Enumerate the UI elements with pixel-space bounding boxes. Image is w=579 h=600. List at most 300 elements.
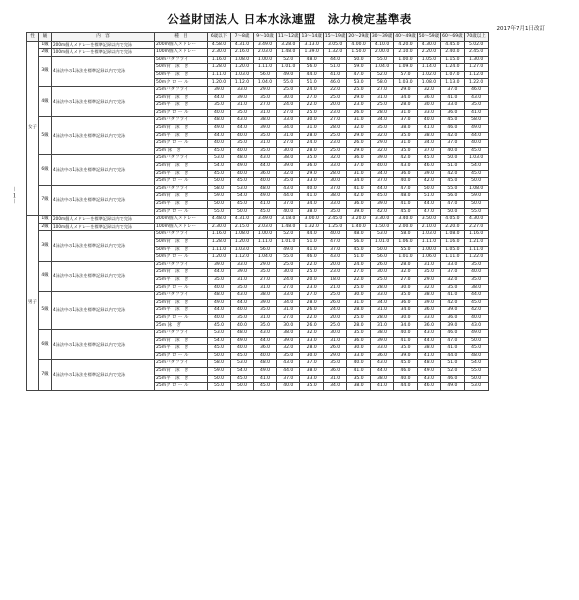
time-cell: 55.0 <box>464 208 488 216</box>
time-cell: 25.0 <box>300 269 323 277</box>
time-cell: 30.0 <box>394 314 417 322</box>
time-cell: 43.0 <box>231 292 254 300</box>
time-cell: 25.0 <box>370 276 393 284</box>
time-cell: 49.0 <box>231 163 254 171</box>
time-cell: 1.32.0 <box>323 49 346 57</box>
time-cell: 1.08.0 <box>231 56 254 64</box>
time-cell: 1.04.0 <box>254 254 277 262</box>
content-cell: 4泳法中の1泳法を標準記録以内で完泳 <box>52 185 155 215</box>
sex-cell: 女子 <box>27 41 39 216</box>
time-cell: 28.0 <box>347 307 370 315</box>
time-cell: 49.0 <box>208 125 231 133</box>
time-cell: 27.0 <box>254 102 277 110</box>
time-cell: 40.0 <box>277 208 300 216</box>
time-cell: 49.0 <box>208 299 231 307</box>
time-cell: 48.0 <box>394 193 417 201</box>
time-cell: 1.50.0 <box>370 223 393 231</box>
time-cell: 53.0 <box>370 231 393 239</box>
time-cell: 45.0 <box>208 345 231 353</box>
time-cell: 1.11.0 <box>254 238 277 246</box>
time-cell: 1.05.0 <box>441 246 464 254</box>
time-cell: 38.0 <box>254 292 277 300</box>
time-cell: 28.0 <box>323 170 346 178</box>
grade-cell: 2級 <box>39 49 52 57</box>
time-cell: 58.0 <box>370 79 393 87</box>
time-cell: 38.0 <box>394 125 417 133</box>
time-cell: 35.0 <box>300 155 323 163</box>
time-cell: 4.58.0 <box>208 41 231 49</box>
time-cell: 45.0 <box>254 208 277 216</box>
time-cell: 35.0 <box>277 352 300 360</box>
time-cell: 48.0 <box>417 360 440 368</box>
time-cell: 35.0 <box>254 132 277 140</box>
time-cell: 48.0 <box>254 360 277 368</box>
time-cell: 38.0 <box>323 193 346 201</box>
event-cell: 25mク ロ ー ル <box>155 284 208 292</box>
time-cell: 22.0 <box>347 276 370 284</box>
time-cell: 1.00.0 <box>394 56 417 64</box>
time-cell: 38.0 <box>417 132 440 140</box>
time-cell: 43.0 <box>254 155 277 163</box>
time-cell: 28.0 <box>394 261 417 269</box>
time-cell: 32.0 <box>347 125 370 133</box>
time-cell: 36.0 <box>323 368 346 376</box>
time-cell: 32.0 <box>323 155 346 163</box>
time-cell: 45.0 <box>394 208 417 216</box>
time-cell: 40.0 <box>347 360 370 368</box>
time-cell: 48.0 <box>254 185 277 193</box>
time-cell: 32.0 <box>370 132 393 140</box>
time-cell: 2.03.0 <box>254 49 277 57</box>
time-cell: 1.03.0 <box>464 155 488 163</box>
time-cell: 40.0 <box>208 314 231 322</box>
grade-cell: 1級 <box>39 216 52 224</box>
time-cell: 44.0 <box>300 231 323 239</box>
time-cell: 36.0 <box>417 94 440 102</box>
content-cell: 4泳法中の1泳法を標準記録以内で完泳 <box>52 261 155 291</box>
event-cell: 50mク ロ ー ル <box>155 79 208 87</box>
time-cell: 43.0 <box>277 360 300 368</box>
time-cell: 1.11.0 <box>254 64 277 72</box>
time-cell: 2.30.0 <box>208 223 231 231</box>
time-cell: 43.0 <box>277 185 300 193</box>
time-cell: 31.0 <box>370 322 393 330</box>
time-cell: 31.0 <box>347 117 370 125</box>
event-cell: 25m平 泳 ぎ <box>155 276 208 284</box>
time-cell: 1.24.0 <box>441 64 464 72</box>
grade-cell: 5級 <box>39 117 52 155</box>
time-cell: 28.0 <box>300 345 323 353</box>
time-cell: 32.0 <box>277 345 300 353</box>
event-cell: 50m背 泳 ぎ <box>155 64 208 72</box>
time-cell: 3.18.0 <box>277 216 300 224</box>
time-cell: 35.0 <box>208 102 231 110</box>
time-cell: 35.0 <box>394 345 417 353</box>
time-cell: 30.0 <box>300 352 323 360</box>
event-cell: 25mク ロ ー ル <box>155 178 208 186</box>
time-cell: 45.0 <box>441 178 464 186</box>
header-age: 11～12歳 <box>277 33 300 42</box>
time-cell: 33.0 <box>323 163 346 171</box>
time-cell: 33.0 <box>370 292 393 300</box>
time-cell: 30.0 <box>323 178 346 186</box>
time-cell: 36.0 <box>441 314 464 322</box>
time-cell: 55.0 <box>208 383 231 391</box>
time-cell: 41.0 <box>347 368 370 376</box>
header-sex: 性 <box>27 33 39 42</box>
time-cell: 35.0 <box>347 330 370 338</box>
header-age: 15～19歳 <box>323 33 346 42</box>
event-cell: 25m 泳 ぎ <box>155 147 208 155</box>
time-cell: 1.04.0 <box>254 79 277 87</box>
time-cell: 49.0 <box>277 246 300 254</box>
time-cell: 1.28.0 <box>208 64 231 72</box>
time-cell: 44.0 <box>394 383 417 391</box>
time-cell: 39.0 <box>441 322 464 330</box>
time-cell: 33.0 <box>300 337 323 345</box>
time-cell: 3.49.0 <box>254 41 277 49</box>
time-cell: 41.0 <box>441 292 464 300</box>
time-cell: 35.0 <box>231 314 254 322</box>
time-cell: 30.0 <box>277 269 300 277</box>
time-cell: 39.0 <box>254 299 277 307</box>
time-cell: 1.09.0 <box>394 64 417 72</box>
time-cell: 4.10.0 <box>370 41 393 49</box>
time-cell: 1.20.0 <box>208 79 231 87</box>
content-cell: 4泳法中の1泳法を標準記録以内で完泳 <box>52 155 155 185</box>
time-cell: 31.0 <box>254 140 277 148</box>
time-cell: 48.0 <box>300 56 323 64</box>
time-cell: 35.0 <box>254 94 277 102</box>
time-cell: 56.0 <box>370 254 393 262</box>
event-cell: 200m個人メドレー <box>155 41 208 49</box>
time-cell: 36.0 <box>370 352 393 360</box>
time-cell: 40.0 <box>464 314 488 322</box>
time-cell: 1.20.0 <box>208 254 231 262</box>
time-cell: 26.0 <box>300 322 323 330</box>
time-cell: 25.0 <box>277 87 300 95</box>
time-cell: 45.0 <box>464 170 488 178</box>
time-cell: 24.0 <box>300 140 323 148</box>
time-cell: 35.0 <box>464 102 488 110</box>
time-cell: 54.0 <box>208 163 231 171</box>
header-age: 7～8歳 <box>231 33 254 42</box>
time-cell: 44.0 <box>254 337 277 345</box>
time-cell: 44.0 <box>231 125 254 133</box>
time-cell: 1.20.0 <box>231 238 254 246</box>
time-cell: 59.0 <box>347 64 370 72</box>
time-cell: 45.0 <box>231 200 254 208</box>
time-cell: 58.0 <box>464 117 488 125</box>
time-cell: 39.0 <box>394 352 417 360</box>
event-cell: 50m平 泳 ぎ <box>155 246 208 254</box>
time-cell: 25.0 <box>323 147 346 155</box>
time-cell: 41.0 <box>441 345 464 353</box>
time-cell: 27.0 <box>300 292 323 300</box>
time-cell: 20.0 <box>323 314 346 322</box>
time-cell: 2.10.0 <box>417 223 440 231</box>
time-cell: 55.0 <box>394 246 417 254</box>
time-cell: 49.0 <box>254 193 277 201</box>
time-cell: 44.0 <box>370 185 393 193</box>
time-cell: 1.48.0 <box>277 49 300 57</box>
standards-table <box>26 32 489 391</box>
time-cell: 37.0 <box>417 147 440 155</box>
time-cell: 4.31.0 <box>231 216 254 224</box>
time-cell: 30.0 <box>394 284 417 292</box>
time-cell: 34.0 <box>277 125 300 133</box>
time-cell: 38.0 <box>254 117 277 125</box>
time-cell: 38.0 <box>417 345 440 353</box>
time-cell: 43.0 <box>370 360 393 368</box>
content-cell: 4泳法中の1泳法を標準記録以内で完泳 <box>52 117 155 155</box>
time-cell: 45.0 <box>208 170 231 178</box>
time-cell: 1.03.0 <box>417 231 440 239</box>
time-cell: 50.0 <box>464 178 488 186</box>
time-cell: 55.0 <box>370 56 393 64</box>
time-cell: 55.0 <box>277 79 300 87</box>
time-cell: 39.0 <box>370 200 393 208</box>
time-cell: 38.0 <box>300 208 323 216</box>
content-cell: 4泳法中の1泳法を標準記録以内で完泳 <box>52 87 155 117</box>
time-cell: 33.0 <box>417 109 440 117</box>
time-cell: 51.0 <box>417 193 440 201</box>
time-cell: 39.0 <box>231 269 254 277</box>
time-cell: 44.0 <box>277 368 300 376</box>
table-row <box>27 87 489 95</box>
time-cell: 21.0 <box>323 284 346 292</box>
time-cell: 5.02.0 <box>464 41 488 49</box>
header-age: 60～69歳 <box>441 33 464 42</box>
time-cell: 30.0 <box>277 147 300 155</box>
time-cell: 39.0 <box>370 337 393 345</box>
time-cell: 1.08.0 <box>417 79 440 87</box>
table-row <box>27 216 489 224</box>
event-cell: 25m平 泳 ぎ <box>155 200 208 208</box>
header-row <box>27 33 489 42</box>
time-cell: 4.48.0 <box>208 216 231 224</box>
time-cell: 2.03.0 <box>254 223 277 231</box>
time-cell: 32.0 <box>300 330 323 338</box>
time-cell: 30.0 <box>300 117 323 125</box>
time-cell: 39.0 <box>347 208 370 216</box>
time-cell: 42.0 <box>370 208 393 216</box>
time-cell: 2.20.0 <box>417 49 440 57</box>
header-grade: 級 <box>39 33 52 42</box>
time-cell: 4.30.0 <box>464 216 488 224</box>
time-cell: 54.0 <box>231 193 254 201</box>
time-cell: 1.02.0 <box>417 71 440 79</box>
time-cell: 40.0 <box>394 375 417 383</box>
time-cell: 31.0 <box>254 284 277 292</box>
time-cell: 28.0 <box>370 314 393 322</box>
time-cell: 40.0 <box>370 163 393 171</box>
time-cell: 25.0 <box>347 284 370 292</box>
table-row <box>27 360 489 368</box>
time-cell: 42.0 <box>441 170 464 178</box>
event-cell: 25m平 泳 ぎ <box>155 307 208 315</box>
grade-cell: 7級 <box>39 185 52 215</box>
time-cell: 1.07.0 <box>441 71 464 79</box>
time-cell: 56.0 <box>254 246 277 254</box>
time-cell: 34.0 <box>323 383 346 391</box>
time-cell: 31.0 <box>394 140 417 148</box>
time-cell: 27.0 <box>277 140 300 148</box>
time-cell: 25.0 <box>323 292 346 300</box>
time-cell: 1.08.0 <box>464 185 488 193</box>
table-row <box>27 41 489 49</box>
time-cell: 30.0 <box>370 269 393 277</box>
time-cell: 40.0 <box>231 170 254 178</box>
header-age: 13～14歳 <box>300 33 323 42</box>
time-cell: 51.0 <box>441 360 464 368</box>
time-cell: 48.0 <box>208 117 231 125</box>
time-cell: 39.0 <box>441 307 464 315</box>
time-cell: 37.0 <box>323 185 346 193</box>
header-age: 70歳以上 <box>464 33 488 42</box>
time-cell: 3.49.0 <box>254 216 277 224</box>
sex-cell: 男子 <box>27 216 39 391</box>
time-cell: 28.0 <box>300 132 323 140</box>
time-cell: 28.0 <box>370 284 393 292</box>
time-cell: 35.0 <box>417 269 440 277</box>
time-cell: 40.0 <box>231 322 254 330</box>
time-cell: 27.0 <box>300 94 323 102</box>
time-cell: 46.0 <box>323 79 346 87</box>
event-cell: 25mク ロ ー ル <box>155 109 208 117</box>
header-age: 9～10歳 <box>254 33 277 42</box>
time-cell: 3.50.0 <box>417 216 440 224</box>
time-cell: 51.0 <box>300 79 323 87</box>
time-cell: 28.0 <box>300 299 323 307</box>
grade-cell: 5級 <box>39 292 52 330</box>
time-cell: 4.20.0 <box>394 41 417 49</box>
time-cell: 45.0 <box>231 178 254 186</box>
time-cell: 50.0 <box>208 178 231 186</box>
event-cell: 100m個人メドレー <box>155 223 208 231</box>
time-cell: 33.0 <box>231 261 254 269</box>
time-cell: 24.0 <box>347 261 370 269</box>
time-cell: 36.0 <box>300 163 323 171</box>
time-cell: 53.0 <box>208 330 231 338</box>
time-cell: 25.0 <box>277 261 300 269</box>
time-cell: 52.0 <box>277 56 300 64</box>
time-cell: 27.0 <box>277 109 300 117</box>
time-cell: 45.0 <box>464 345 488 353</box>
time-cell: 40.0 <box>231 307 254 315</box>
time-cell: 1.13.0 <box>441 79 464 87</box>
time-cell: 1.00.0 <box>254 231 277 239</box>
time-cell: 50.0 <box>464 200 488 208</box>
time-cell: 47.0 <box>441 337 464 345</box>
time-cell: 59.0 <box>464 193 488 201</box>
time-cell: 48.0 <box>231 330 254 338</box>
time-cell: 51.0 <box>300 238 323 246</box>
time-cell: 25.0 <box>347 314 370 322</box>
time-cell: 40.0 <box>254 352 277 360</box>
time-cell: 44.0 <box>417 200 440 208</box>
time-cell: 24.0 <box>277 102 300 110</box>
time-cell: 44.0 <box>208 94 231 102</box>
time-cell: 27.0 <box>347 269 370 277</box>
time-cell: 34.0 <box>394 322 417 330</box>
time-cell: 55.0 <box>441 185 464 193</box>
time-cell: 35.0 <box>300 383 323 391</box>
time-cell: 46.0 <box>441 330 464 338</box>
time-cell: 40.0 <box>231 132 254 140</box>
time-cell: 49.0 <box>231 337 254 345</box>
event-cell: 25mク ロ ー ル <box>155 314 208 322</box>
header-event: 種 目 <box>155 33 208 42</box>
time-cell: 1.01.0 <box>394 254 417 262</box>
time-cell: 1.28.0 <box>208 238 231 246</box>
time-cell: 54.0 <box>464 360 488 368</box>
time-cell: 42.0 <box>441 132 464 140</box>
time-cell: 40.0 <box>254 178 277 186</box>
time-cell: 50.0 <box>441 208 464 216</box>
event-cell: 25m平 泳 ぎ <box>155 132 208 140</box>
time-cell: 2.20.0 <box>441 223 464 231</box>
time-cell: 35.0 <box>254 322 277 330</box>
time-cell: 34.0 <box>394 94 417 102</box>
revision-date: 2017年7月1日改訂 <box>496 26 545 32</box>
time-cell: 1.50.0 <box>347 49 370 57</box>
event-cell: 25mバタフライ <box>155 117 208 125</box>
time-cell: 50.0 <box>464 375 488 383</box>
time-cell: 46.0 <box>417 163 440 171</box>
time-cell: 25.0 <box>323 94 346 102</box>
time-cell: 57.0 <box>394 71 417 79</box>
time-cell: 55.0 <box>277 254 300 262</box>
time-cell: 29.0 <box>254 87 277 95</box>
time-cell: 26.0 <box>323 345 346 353</box>
time-cell: 1.16.0 <box>208 231 231 239</box>
time-cell: 31.0 <box>370 307 393 315</box>
time-cell: 35.0 <box>441 284 464 292</box>
table-row <box>27 223 489 231</box>
time-cell: 48.0 <box>347 231 370 239</box>
event-cell: 25m背 泳 ぎ <box>155 163 208 171</box>
content-cell: 4泳法中の1泳法を標準記録以内で完泳 <box>52 292 155 330</box>
time-cell: 1.32.0 <box>300 223 323 231</box>
time-cell: 44.0 <box>370 368 393 376</box>
grade-cell: 3級 <box>39 231 52 261</box>
time-cell: 42.0 <box>441 299 464 307</box>
time-cell: 38.0 <box>464 284 488 292</box>
time-cell: 41.0 <box>254 375 277 383</box>
time-cell: 38.0 <box>277 155 300 163</box>
time-cell: 33.0 <box>277 117 300 125</box>
time-cell: 47.0 <box>323 238 346 246</box>
time-cell: 1.11.0 <box>208 71 231 79</box>
time-cell: 58.0 <box>208 360 231 368</box>
time-cell: 26.0 <box>323 299 346 307</box>
time-cell: 49.0 <box>441 383 464 391</box>
time-cell: 50.0 <box>231 208 254 216</box>
time-cell: 38.0 <box>417 292 440 300</box>
time-cell: 1.12.0 <box>231 254 254 262</box>
time-cell: 1.05.0 <box>417 56 440 64</box>
table-row <box>27 49 489 57</box>
time-cell: 32.0 <box>394 269 417 277</box>
time-cell: 42.0 <box>417 178 440 186</box>
time-cell: 41.0 <box>394 337 417 345</box>
time-cell: 25.0 <box>323 322 346 330</box>
time-cell: 46.0 <box>441 125 464 133</box>
time-cell: 27.0 <box>370 87 393 95</box>
event-cell: 25mバタフライ <box>155 87 208 95</box>
content-cell: 200m個人メドレーを標準記録以内で完泳 <box>52 216 155 224</box>
